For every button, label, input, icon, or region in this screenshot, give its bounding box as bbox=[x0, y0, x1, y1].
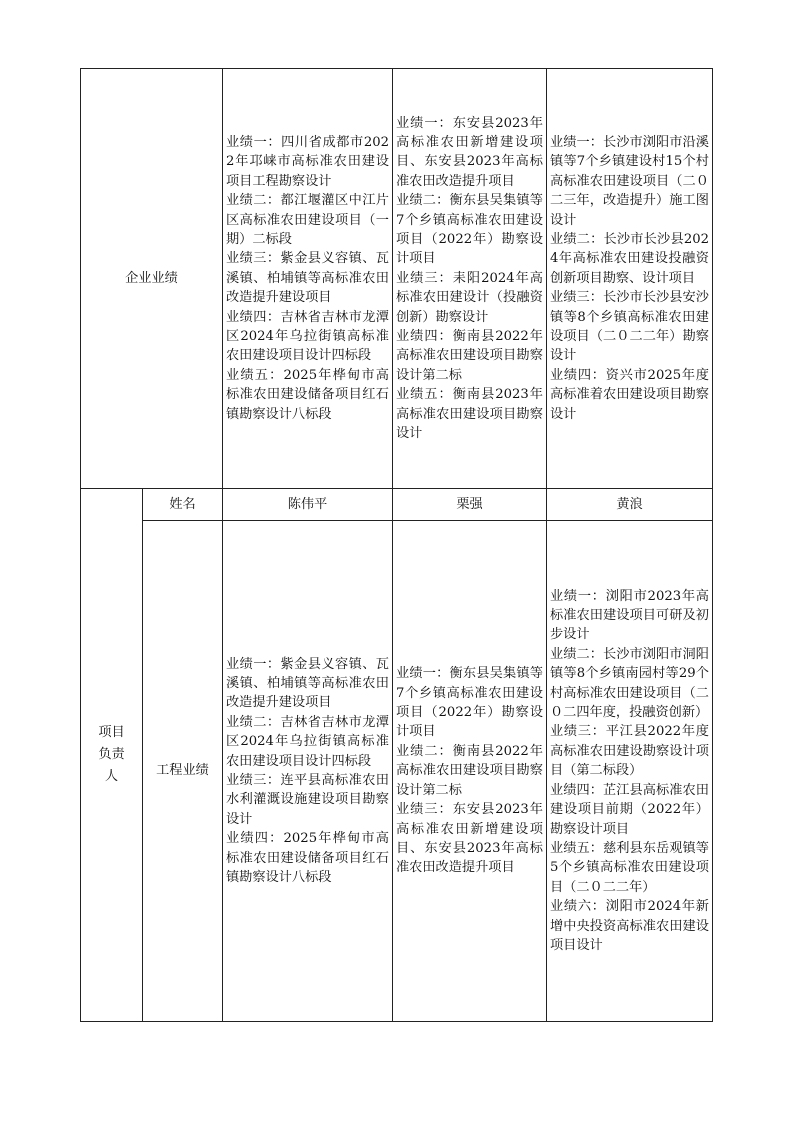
company-performance-col1 bbox=[223, 69, 393, 489]
leader-name-3: 黄浪 bbox=[547, 489, 713, 521]
leader-2-performance-text: 业绩一：衡东县吴集镇等7个乡镇高标准农田建设项目（2022年）勘察设计项目 业绩二：衡南县2022年高标准农田建设项目勘察设计第二标 业绩三：东安县2023年高标准农田新增建设项目、东安县2023年高标准农田改造提升项目 bbox=[396, 666, 543, 876]
leader-1-performance bbox=[223, 521, 393, 1022]
name-label: 姓名 bbox=[143, 489, 223, 521]
company-performance-label: 企业业绩 bbox=[81, 69, 223, 489]
leader-3-performance bbox=[547, 521, 713, 1022]
leader-2-performance bbox=[393, 521, 547, 1022]
project-leader-label bbox=[81, 489, 143, 1022]
company-performance-col2-text: 业绩一：东安县2023年高标准农田新增建设项目、东安县2023年高标准农田改造提升项目 业绩二：衡东县吴集镇等7个乡镇高标准农田建设项目（2022年）勘察设计项目 业绩三：耒阳2024年高标准农田建设计（投融资创新）勘察设计 业绩四：衡南县2022年高标准农田建设项目勘察设计第二标 业绩五：衡南县2023年高标准农田建设项目勘察设计 bbox=[396, 115, 543, 442]
engineering-performance-row bbox=[81, 521, 713, 1022]
performance-table bbox=[80, 68, 713, 1022]
company-performance-col1-text: 业绩一：四川省成都市2022年邛崃市高标准农田建设项目工程勘察设计 业绩二：都江堰灌区中江片区高标准农田建设项目（一期）二标段 业绩三：紫金县义容镇、瓦溪镇、柏埔镇等高标准农田改造提升建设项目 业绩四：吉林省吉林市龙潭区2024年乌拉街镇高标准农田建设项目设计四标段 业绩五：2025年桦甸市高标准农田建设储备项目红石镇勘察设计八标段 bbox=[226, 134, 389, 422]
engineering-performance-label: 工程业绩 bbox=[143, 521, 223, 1022]
project-leader-label-text: 项目负责人 bbox=[98, 725, 125, 784]
leader-name-1: 陈伟平 bbox=[223, 489, 393, 521]
company-performance-col3-text: 业绩一：长沙市浏阳市沿溪镇等7个乡镇建设村15个村高标准农田建设项目（二０二三年，改造提升）施工图设计 业绩二：长沙市长沙县2024年高标准农田建设投融资创新项目勘察、设计项目 业绩三：长沙市长沙县安沙镇等8个乡镇高标准农田建设项目（二０二二年）勘察设计 业绩四：资兴市2025年度高标准着农田建设项目勘察设计 bbox=[550, 134, 709, 422]
company-performance-col2 bbox=[393, 69, 547, 489]
company-performance-row bbox=[81, 69, 713, 489]
leader-3-performance-text: 业绩一：浏阳市2023年高标准农田建设项目可研及初步设计 业绩二：长沙市浏阳市洞阳镇等8个乡镇南园村等29个村高标准农田建设项目（二０二四年度，投融资创新） 业绩三：平江县2022年度高标准农田建设勘察设计项目（第二标段） 业绩四：芷江县高标准农田建设项目前期（2022年）勘察设计项目 业绩五：慈利县东岳观镇等5个乡镇高标准农田建设项目（二０二二年） 业绩六：浏阳市2024年新增中央投资高标准农田建设项目设计 bbox=[550, 588, 709, 953]
leader-1-performance-text: 业绩一：紫金县义容镇、瓦溪镇、柏埔镇等高标准农田改造提升建设项目 业绩二：吉林省吉林市龙潭区2024年乌拉街镇高标准农田建设项目设计四标段 业绩三：连平县高标准农田水利灌溉设施建设项目勘察设计 业绩四：2025年桦甸市高标准农田建设储备项目红石镇勘察设计八标段 bbox=[226, 656, 389, 886]
company-performance-col3 bbox=[547, 69, 713, 489]
leader-name-2: 栗强 bbox=[393, 489, 547, 521]
name-row bbox=[81, 489, 713, 521]
